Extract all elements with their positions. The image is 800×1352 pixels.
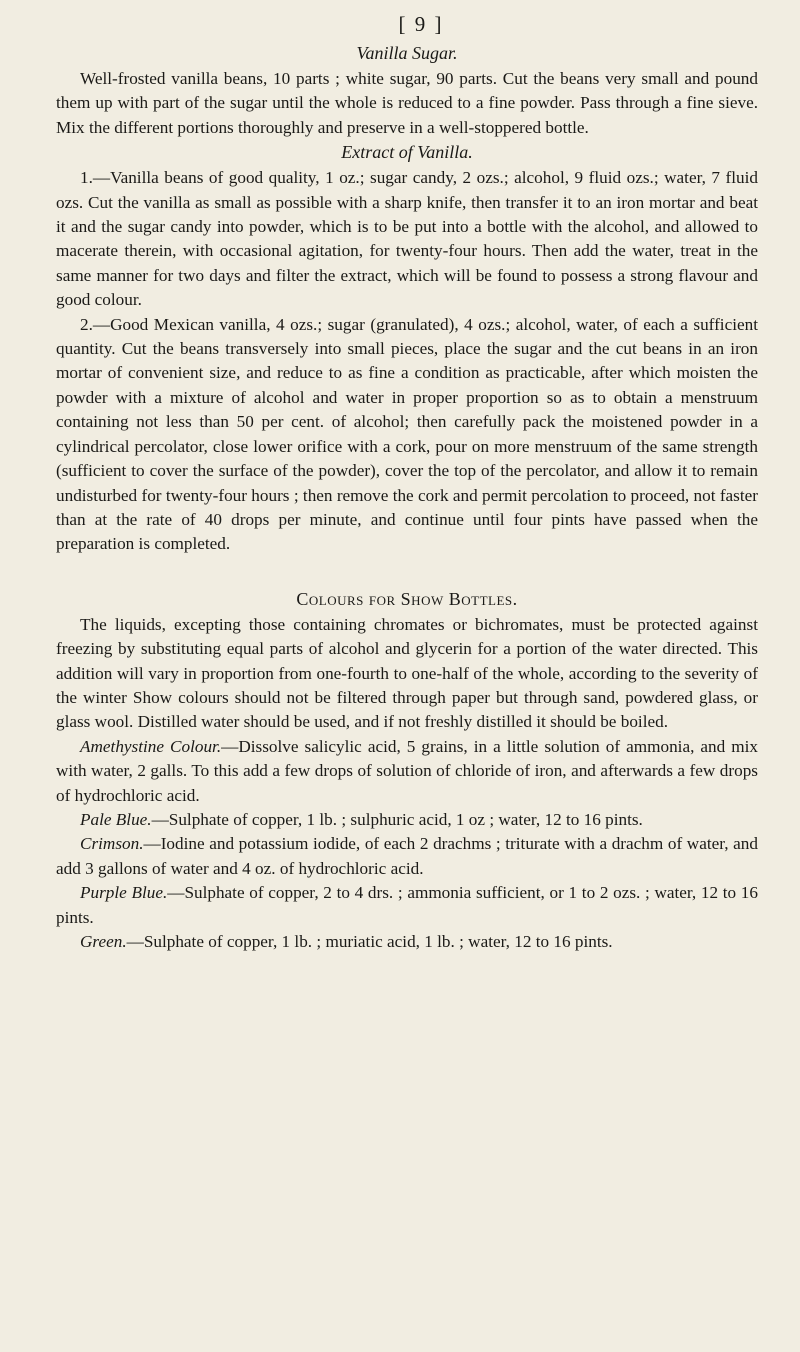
recipe-entry	[56, 735, 758, 808]
section-colours-for-show-bottles	[56, 587, 758, 955]
recipe-term: Purple Blue.	[80, 883, 168, 903]
recipe-entry	[56, 808, 758, 832]
section-heading: Extract of Vanilla.	[341, 142, 473, 163]
recipe-entry	[56, 930, 758, 954]
recipe-term: Pale Blue.	[80, 809, 152, 829]
recipe-term: Crimson.	[80, 834, 144, 854]
paragraph: Well-frosted vanilla beans, 10 parts ; white sugar, 90 parts. Cut the beans very small and pound them up with part of the sugar until the whole is reduced to a fine powder. Pass through a fine sieve. Mix the different portions thoroughly and preserve in a well-stoppered bottle.	[56, 69, 758, 137]
section-vanilla-sugar	[56, 41, 758, 140]
paragraph: 1.—Vanilla beans of good quality, 1 oz.; sugar candy, 2 ozs.; alcohol, 9 fluid ozs.; water, 7 fluid ozs. Cut the vanilla as small as possible with a sharp knife, then transfer it to an iron mortar and beat it and the sugar candy into powder, which is to be put into a bottle with the alcohol, and allowed to macerate therein, with occasional agitation, for twenty-four hours. Then add the water, treat in the same manner for two days and filter the extract, which will be found to possess a strong flavour and good colour.	[56, 168, 758, 310]
recipe-entry	[56, 832, 758, 881]
recipe-text: —Sulphate of copper, 1 lb. ; sulphuric acid, 1 oz ; water, 12 to 16 pints.	[151, 809, 643, 829]
recipe-term: Green.	[80, 932, 127, 951]
section-heading: Colours for Show Bottles.	[296, 588, 518, 609]
recipe-text: —Sulphate of copper, 1 lb. ; muriatic acid, 1 lb. ; water, 12 to 16 pints.	[126, 932, 613, 951]
section-heading: Vanilla Sugar.	[356, 43, 458, 63]
page-number: [ 9 ]	[398, 12, 444, 36]
section-extract-of-vanilla	[56, 140, 758, 557]
recipe-text: —Dissolve salicylic acid, 5 grains, in a little solution of ammonia, and mix with water, 2 galls. To this add a few drops of solution of chloride of iron, and afterwards a few drops of hydrochloric acid.	[56, 736, 758, 805]
recipe-text: —Iodine and potassium iodide, of each 2 drachms ; triturate with a drachm of water, and add 3 gallons of water and 4 oz. of hydrochloric acid.	[56, 834, 758, 878]
recipe-text: —Sulphate of copper, 2 to 4 drs. ; ammonia sufficient, or 1 to 2 ozs. ; water, 12 to 16 pints.	[56, 883, 758, 927]
paragraph: The liquids, excepting those containing chromates or bichromates, must be protected against freezing by substituting equal parts of alcohol and glycerin for a portion of the water directed. This addition will vary in proportion from one-fourth to one-half of the whole, according to the severity of the winter Show colours should not be filtered through paper but through sand, powdered glass, or glass wool. Distilled water should be used, and if not freshly distilled it should be boiled.	[56, 614, 758, 732]
recipe-entry	[56, 881, 758, 930]
recipe-term: Amethystine Colour.	[80, 736, 222, 756]
paragraph: 2.—Good Mexican vanilla, 4 ozs.; sugar (granulated), 4 ozs.; alcohol, water, of each a sufficient quantity. Cut the beans transversely into small pieces, place the sugar and the cut beans in an iron mortar of convenient size, and reduce to as fine a condition as practicable, after which moisten the powder with a mixture of alcohol and water in proper proportion so as to obtain a menstruum containing not less than 50 per cent. of alcohol; then carefully pack the moistened powder in a cylindrical percolator, close lower orifice with a cork, pour on more menstruum of the same strength (sufficient to cover the surface of the powder), cover the top of the percolator, and allow it to remain undisturbed for twenty-four hours ; then remove the cork and permit percolation to proceed, not faster than at the rate of 40 drops per minute, and continue until four pints have passed when the preparation is completed.	[56, 314, 758, 554]
